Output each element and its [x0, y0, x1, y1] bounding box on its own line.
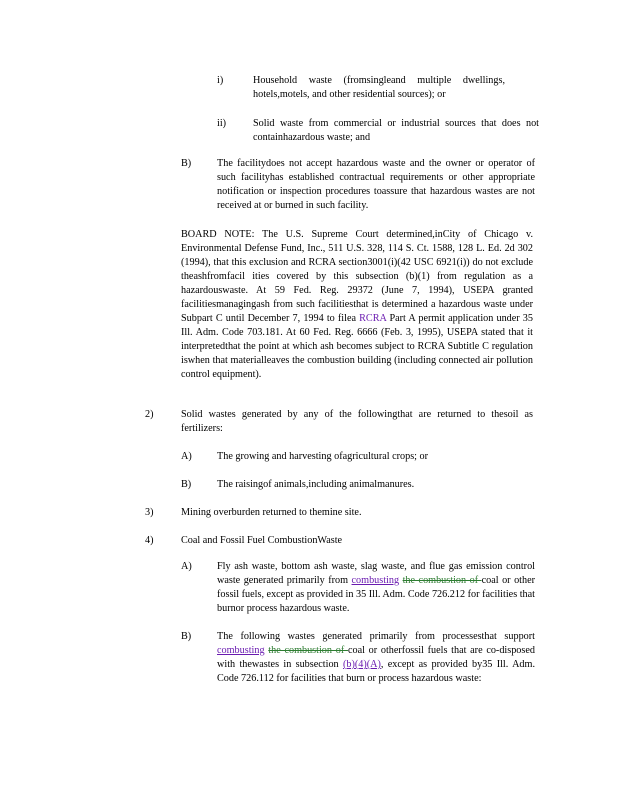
- rcra-link[interactable]: RCRA: [359, 313, 387, 324]
- inserted-text: combusting: [351, 575, 400, 586]
- item-label-A-growing: A): [181, 451, 192, 462]
- inserted-text: combusting: [217, 645, 265, 656]
- item-label-i: i): [217, 75, 224, 86]
- item-text-4: Coal and Fossil Fuel CombustionWaste: [181, 535, 343, 546]
- item-text-2: Solid wastes generated by any of the followingthat are returned to thesoil as fertilizers:: [181, 409, 533, 434]
- fly-ash-text-pre: Fly ash waste, bottom ash waste, slag waste, and flue gas emission control waste generated primarily from: [217, 561, 535, 586]
- board-note-part1: BOARD NOTE: The U.S. Supreme Court determined,inCity of Chicago v. Environmental Defense Fund, Inc., 511 U.S. 328, 114 S. Ct. 1588, 128 L. Ed. 2d 302 (1994), that this exclusion and RCRA section3001(i)(42 USC 6921(i)) do not exclude theashfromfacil ities covered by this subsection (b)(1) from regulation as a hazardouswaste. At 59 Fed. Reg. 29372 (June 7, 1994), USEPA granted facilitiesmanagingash from such facilitiesthat is determined a hazardous waste under Subpart C until December 7, 1994 to filea: [181, 229, 533, 324]
- item-text-B-facility: The facilitydoes not accept hazardous waste and the owner or operator of such facilityhas established contractual requirements or other appropriate notification or inspection procedures toassure that hazardous wastes are not received at or burned in such facility.: [217, 158, 535, 211]
- item-label-3: 3): [145, 507, 154, 518]
- item-label-B-facility: B): [181, 158, 192, 169]
- item-text-A-growing: The growing and harvesting ofagricultural crops; or: [217, 451, 429, 462]
- following-text-post: coal or otherfossil fuels that are co-disposed with thewastes in subsection: [217, 645, 535, 670]
- item-text-ii: Solid waste from commercial or industrial sources that does not containhazardous waste; and: [253, 118, 539, 143]
- deleted-text: the combustion of: [268, 645, 348, 656]
- following-text-post2: , except as provided by35 Ill. Adm. Code 726.112 for facilities that burn or process hazardous waste:: [217, 659, 535, 684]
- following-text-pre: The following wastes generated primarily from processesthat support: [217, 631, 535, 642]
- board-note: [181, 228, 533, 382]
- item-text-B-following: [217, 630, 535, 686]
- board-note-part2: Part A permit application under 35 Ill. Adm. Code 703.181. At 60 Fed. Reg. 6666 (Feb. 3, 1995), USEPA stated that it interpretedthat the point at which ash becomes subject to RCRA Subtitle C regulation iswhen that materialleaves the combustion building (including connected air pollution control equipment).: [181, 313, 533, 380]
- fly-ash-text-post: coal or other fossil fuels, except as provided in 35 Ill. Adm. Code 726.212 for facilities that burnor process hazardous waste.: [217, 575, 535, 614]
- item-label-ii: ii): [217, 118, 227, 129]
- item-text-i: Household waste (fromsingleand multiple dwellings, hotels,motels, and other residential sources); or: [253, 75, 505, 100]
- item-label-2: 2): [145, 409, 154, 420]
- item-label-B-raising: B): [181, 479, 192, 490]
- item-label-B-following: B): [181, 631, 192, 642]
- item-label-4: 4): [145, 535, 154, 546]
- item-text-A-fly-ash: [217, 560, 535, 616]
- item-label-A-fly-ash: A): [181, 561, 192, 572]
- deleted-text: the combustion of: [402, 575, 482, 586]
- subsection-reference-link[interactable]: (b)(4)(A): [342, 659, 381, 670]
- item-text-3: Mining overburden returned to themine site.: [181, 507, 362, 518]
- item-text-B-raising: The raisingof animals,including animalmanures.: [217, 479, 415, 490]
